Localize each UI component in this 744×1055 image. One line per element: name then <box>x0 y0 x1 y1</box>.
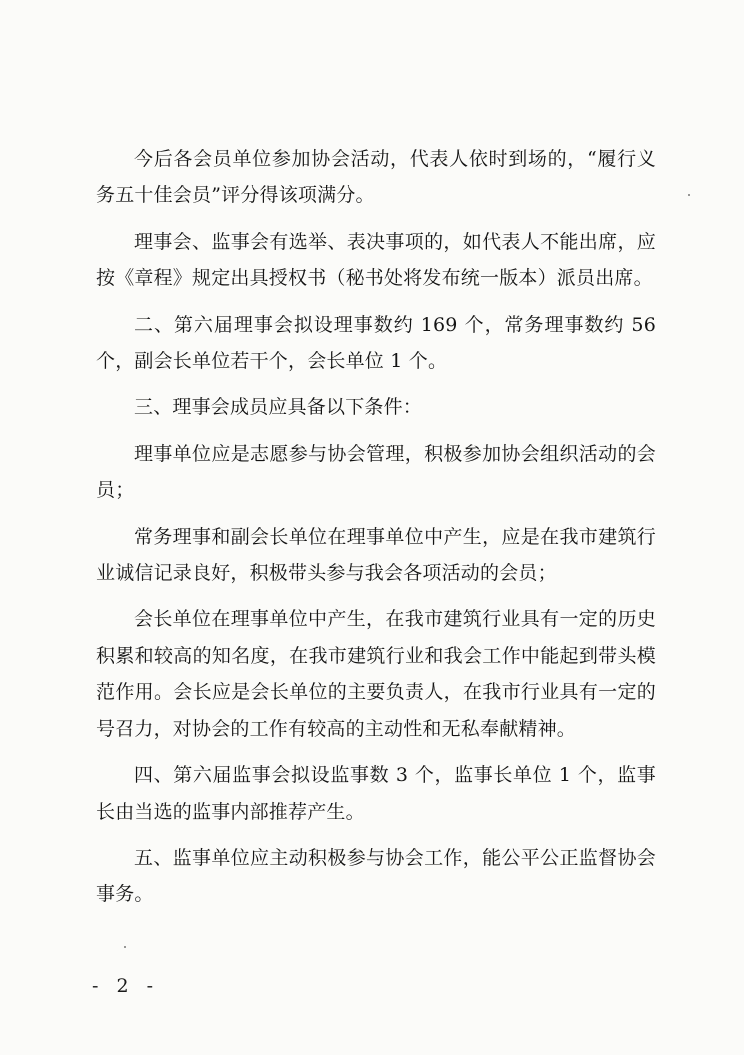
paragraph-president-unit: 会长单位在理事单位中产生，在我市建筑行业具有一定的历史积累和较高的知名度，在我市建筑行业和我会工作中能起到带头模范作用。会长应是会长单位的主要负责人，在我市行业具有一定的号召力，对协会的工作有较高的主动性和无私奉献精神。 <box>96 608 656 740</box>
scan-speck <box>124 946 126 948</box>
paragraph-attendance: 今后各会员单位参加协会活动，代表人依时到场的，“履行义务五十佳会员”评分得该项满分。 <box>96 148 656 207</box>
paragraph-conditions-heading: 三、理事会成员应具备以下条件： <box>134 396 423 419</box>
scan-speck <box>688 194 690 196</box>
page-number: - 2 - <box>92 975 160 997</box>
paragraph-council-size: 二、第六届理事会拟设理事数约 169 个，常务理事数约 56 个，副会长单位若干个，会长单位 1 个。 <box>96 313 656 373</box>
paragraph-proxy: 理事会、监事会有选举、表决事项的，如代表人不能出席，应按《章程》规定出具授权书（秘书处将发布统一版本）派员出席。 <box>96 230 656 290</box>
paragraph-standing-member: 常务理事和副会长单位在理事单位中产生，应是在我市建筑行业诚信记录良好，积极带头参与我会各项活动的会员； <box>96 525 656 585</box>
paragraph-council-member: 理事单位应是志愿参与协会管理，积极参加协会组织活动的会员； <box>96 442 656 502</box>
paragraph-supervisory-duty: 五、监事单位应主动积极参与协会工作，能公平公正监督协会事务。 <box>96 846 656 906</box>
document-body <box>96 141 656 923</box>
paragraph-supervisory-board: 四、第六届监事会拟设监事数 3 个，监事长单位 1 个，监事长由当选的监事内部推荐产生。 <box>96 764 656 823</box>
